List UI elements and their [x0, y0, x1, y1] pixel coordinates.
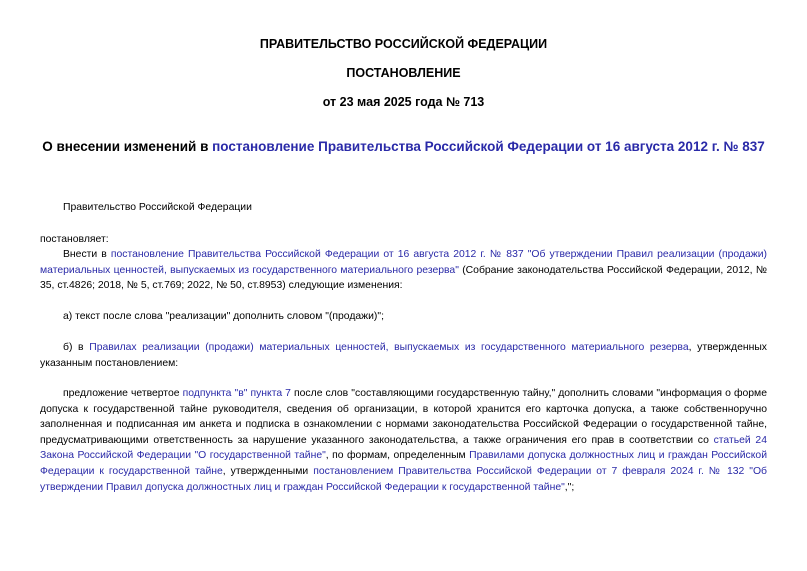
paragraph-b-text-end: , утвержденных указанным постановлением: — [40, 342, 767, 369]
amendment-text-3: , по формам, определенным — [325, 450, 470, 462]
paragraph-decides: постановляет: — [40, 234, 109, 245]
paragraph-b-text-start: б) в — [63, 342, 90, 353]
title-link[interactable]: постановление Правительства Российской Федерации от 16 августа 2012 г. № 837 — [212, 139, 765, 154]
amendment-text-1: предложение четвертое — [63, 388, 183, 399]
paragraph-1-text-start: Внести в — [63, 249, 111, 260]
decree-132-link[interactable]: постановлением Правительства Российской Федерации от 7 февраля 2024 г. № 132 "Об утверждении Правил допуска должностных лиц и граждан Российской Федерации к государственной тайне" — [40, 465, 767, 493]
decree-837-link[interactable]: постановление Правительства Российской Федерации от 16 августа 2012 г. № 837 "Об утверждении Правил реализации (продажи) материальных ценностей, выпускаемых из государственного материального резерва" — [40, 249, 767, 276]
paragraph-government: Правительство Российской Федерации — [63, 202, 252, 213]
paragraph-b — [40, 340, 767, 371]
title-prefix: О внесении изменений в — [42, 139, 213, 154]
amendment-text-5: ,"; — [564, 481, 575, 493]
government-heading: ПРАВИТЕЛЬСТВО РОССИЙСКОЙ ФЕДЕРАЦИИ — [259, 37, 548, 51]
amendment-text-4: , утвержденными — [222, 465, 314, 477]
document-title — [0, 139, 807, 155]
paragraph-1-text-end: (Собрание законодательства Российской Федерации, 2012, № 35, ст.4826; 2018, № 5, ст.769; 2022, № 50, ст.8953) следующие изменения: — [40, 264, 768, 292]
document-type-heading: ПОСТАНОВЛЕНИЕ — [346, 66, 461, 80]
document-date-number: от 23 мая 2025 года № 713 — [322, 95, 485, 109]
article-24-link[interactable]: статьей 24 Закона Российской Федерации "О государственной тайне" — [40, 434, 767, 462]
paragraph-amendment — [40, 386, 767, 495]
paragraph-1 — [40, 247, 767, 294]
paragraph-a: а) текст после слова "реализации" дополнить словом "(продажи)"; — [63, 311, 384, 322]
access-rules-link[interactable]: Правилами допуска должностных лиц и граждан Российской Федерации к государственной тайне — [40, 450, 768, 477]
subpoint-link[interactable]: подпункта "в" пункта 7 — [182, 388, 291, 399]
amendment-text-2: после слов "составляющими государственную тайну," дополнить словами "информация о форме допуска к государственной тайне руководителя, сведения об организации, в которой хранится его карточка допуска, а также собственноручно заполненная и подписанная им анкета и подписка в ознакомлении с нормами законодательства Российской Федерации о государственной тайне, предусматривающими ответственность за нарушение указанного законодательства, а также ограничения его прав в соответствии со — [40, 388, 767, 446]
rules-link[interactable]: Правилах реализации (продажи) материальных ценностей, выпускаемых из государственного материального резерва — [89, 342, 689, 353]
